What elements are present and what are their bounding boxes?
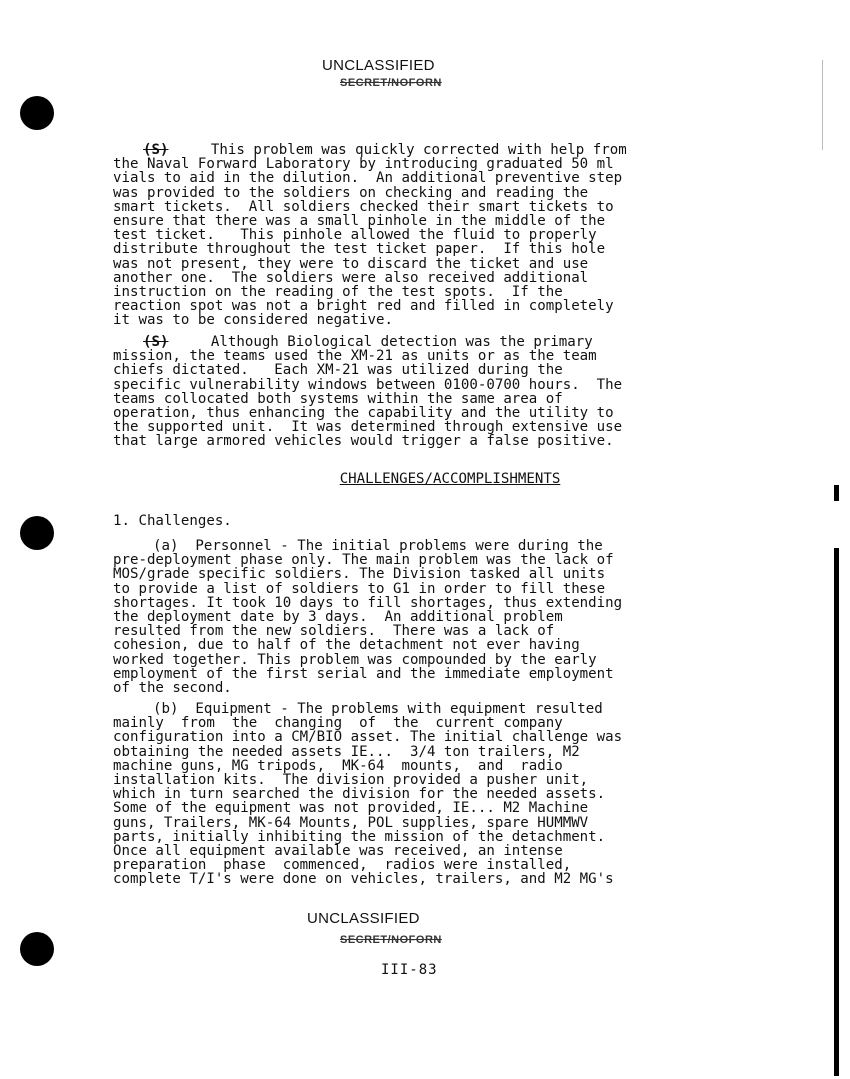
line-text: which in turn searched the division for the needed assets.: [113, 786, 606, 803]
text-line: [113, 214, 705, 228]
line-text: ensure that there was a small pinhole in the middle of the: [113, 212, 606, 229]
text-line: [113, 420, 705, 434]
text-line: [113, 702, 705, 716]
paragraph-2: [113, 335, 705, 449]
scan-edge-bar: [834, 548, 839, 1076]
punch-hole-middle: [20, 516, 54, 550]
line-text: Although Biological detection was the primary: [210, 334, 593, 350]
line-text: shortages. It took 10 days to fill shortages, thus extending: [113, 594, 623, 611]
subparagraph-a: [113, 539, 705, 695]
line-text: specific vulnerability windows between 0100-0700 hours. The: [113, 376, 623, 393]
line-text: vials to aid in the dilution. An additional preventive step: [113, 170, 623, 187]
text-line: [113, 228, 705, 242]
line-text: worked together. This problem was compounded by the early: [113, 651, 597, 668]
text-line: [113, 285, 705, 299]
line-text: was not present, they were to discard the ticket and use: [113, 255, 589, 272]
text-line: [113, 313, 705, 327]
text-line: [113, 745, 705, 759]
text-line: [113, 200, 705, 214]
line-text: was provided to the soldiers on checking and reading the: [113, 184, 589, 201]
section-heading: CHALLENGES/ACCOMPLISHMENTS: [339, 471, 561, 487]
text-line: [113, 186, 705, 200]
text-line: [113, 759, 705, 773]
text-line: [113, 539, 705, 553]
line-text: preparation phase commenced, radios were installed,: [113, 857, 572, 874]
line-text: pre-deployment phase only. The main problem was the lack of: [113, 552, 614, 569]
text-line: [113, 157, 705, 171]
text-line: [113, 801, 705, 815]
punch-hole-top: [20, 96, 54, 130]
classification-mark: (S): [143, 334, 169, 350]
scan-edge-line: [822, 60, 823, 150]
text-line: [113, 624, 705, 638]
text-line: [113, 299, 705, 313]
line-text: mission, the teams used the XM-21 as units or as the team: [113, 348, 597, 365]
page-number: III-83: [381, 962, 438, 978]
line-text: reaction spot was not a bright red and filled in completely: [113, 298, 614, 315]
line-text: obtaining the needed assets IE... 3/4 ton trailers, M2: [113, 743, 580, 760]
text-line: [113, 872, 705, 886]
text-line: [113, 730, 705, 744]
scan-edge-mark-small: [834, 485, 839, 501]
header-struck-marking: SECRET/NOFORN: [340, 77, 442, 89]
line-text: Some of the equipment was not provided, IE... M2 Machine: [113, 800, 589, 817]
line-text: (a) Personnel - The initial problems were during the: [153, 538, 603, 554]
footer-struck-marking: SECRET/NOFORN: [340, 934, 442, 946]
line-text: resulted from the new soldiers. There was a lack of: [113, 623, 555, 640]
text-line: [113, 434, 705, 448]
text-line: [113, 406, 705, 420]
text-line: [113, 638, 705, 652]
line-text: employment of the first serial and the immediate employment: [113, 665, 614, 682]
text-line: [113, 610, 705, 624]
text-line: [113, 773, 705, 787]
text-line: [113, 378, 705, 392]
text-line: [113, 143, 705, 157]
paragraph-1: [113, 143, 705, 327]
line-text: complete T/I's were done on vehicles, trailers, and M2 MG's: [113, 871, 614, 888]
line-text: (b) Equipment - The problems with equipment resulted: [153, 701, 603, 717]
text-line: [113, 816, 705, 830]
line-text: operation, thus enhancing the capability and the utility to: [113, 404, 614, 421]
line-text: machine guns, MG tripods, MK-64 mounts, and radio: [113, 757, 563, 774]
text-line: [113, 392, 705, 406]
line-text: Once all equipment available was received, an intense: [113, 842, 563, 859]
line-text: the supported unit. It was determined through extensive use: [113, 419, 623, 436]
text-line: [113, 363, 705, 377]
text-line: [113, 716, 705, 730]
line-text: of the second.: [113, 679, 232, 696]
line-text: parts, initially inhibiting the mission of the detachment.: [113, 828, 606, 845]
footer-classification: UNCLASSIFIED: [307, 910, 420, 927]
line-text: This problem was quickly corrected with help from: [210, 142, 627, 158]
text-line: [113, 242, 705, 256]
line-text: instruction on the reading of the test spots. If the: [113, 283, 563, 300]
line-text: guns, Trailers, MK-64 Mounts, POL supplies, spare HUMMWV: [113, 814, 589, 831]
text-line: [113, 858, 705, 872]
line-text: MOS/grade specific soldiers. The Division tasked all units: [113, 566, 606, 583]
line-text: the deployment date by 3 days. An additional problem: [113, 608, 563, 625]
text-line: [113, 349, 705, 363]
text-line: [113, 830, 705, 844]
text-line: [113, 787, 705, 801]
line-text: it was to be considered negative.: [113, 312, 394, 329]
punch-hole-bottom: [20, 932, 54, 966]
classification-mark: (S): [143, 142, 169, 158]
header-classification: UNCLASSIFIED: [322, 57, 435, 74]
text-line: [113, 653, 705, 667]
line-text: distribute throughout the test ticket paper. If this hole: [113, 241, 606, 258]
line-text: cohesion, due to half of the detachment not ever having: [113, 637, 580, 654]
text-line: [113, 567, 705, 581]
text-line: [113, 844, 705, 858]
text-line: [113, 596, 705, 610]
line-text: installation kits. The division provided a pusher unit,: [113, 771, 589, 788]
line-text: smart tickets. All soldiers checked their smart tickets to: [113, 198, 614, 215]
text-line: [113, 271, 705, 285]
text-line: [113, 582, 705, 596]
line-text: that large armored vehicles would trigger a false positive.: [113, 433, 614, 450]
text-line: [113, 171, 705, 185]
line-text: test ticket. This pinhole allowed the fluid to properly: [113, 227, 597, 244]
line-text: teams collocated both systems within the same area of: [113, 390, 563, 407]
text-line: [113, 553, 705, 567]
text-line: [113, 257, 705, 271]
list-heading: 1. Challenges.: [113, 513, 232, 529]
line-text: to provide a list of soldiers to G1 in order to fill these: [113, 580, 606, 597]
subparagraph-b: [113, 702, 705, 886]
text-line: [113, 667, 705, 681]
line-text: chiefs dictated. Each XM-21 was utilized during the: [113, 362, 563, 379]
line-text: configuration into a CM/BIO asset. The initial challenge was: [113, 729, 623, 746]
line-text: another one. The soldiers were also received additional: [113, 269, 589, 286]
text-line: [113, 681, 705, 695]
line-text: mainly from the changing of the current company: [113, 715, 563, 732]
line-text: the Naval Forward Laboratory by introducing graduated 50 ml: [113, 156, 614, 173]
text-line: [113, 335, 705, 349]
